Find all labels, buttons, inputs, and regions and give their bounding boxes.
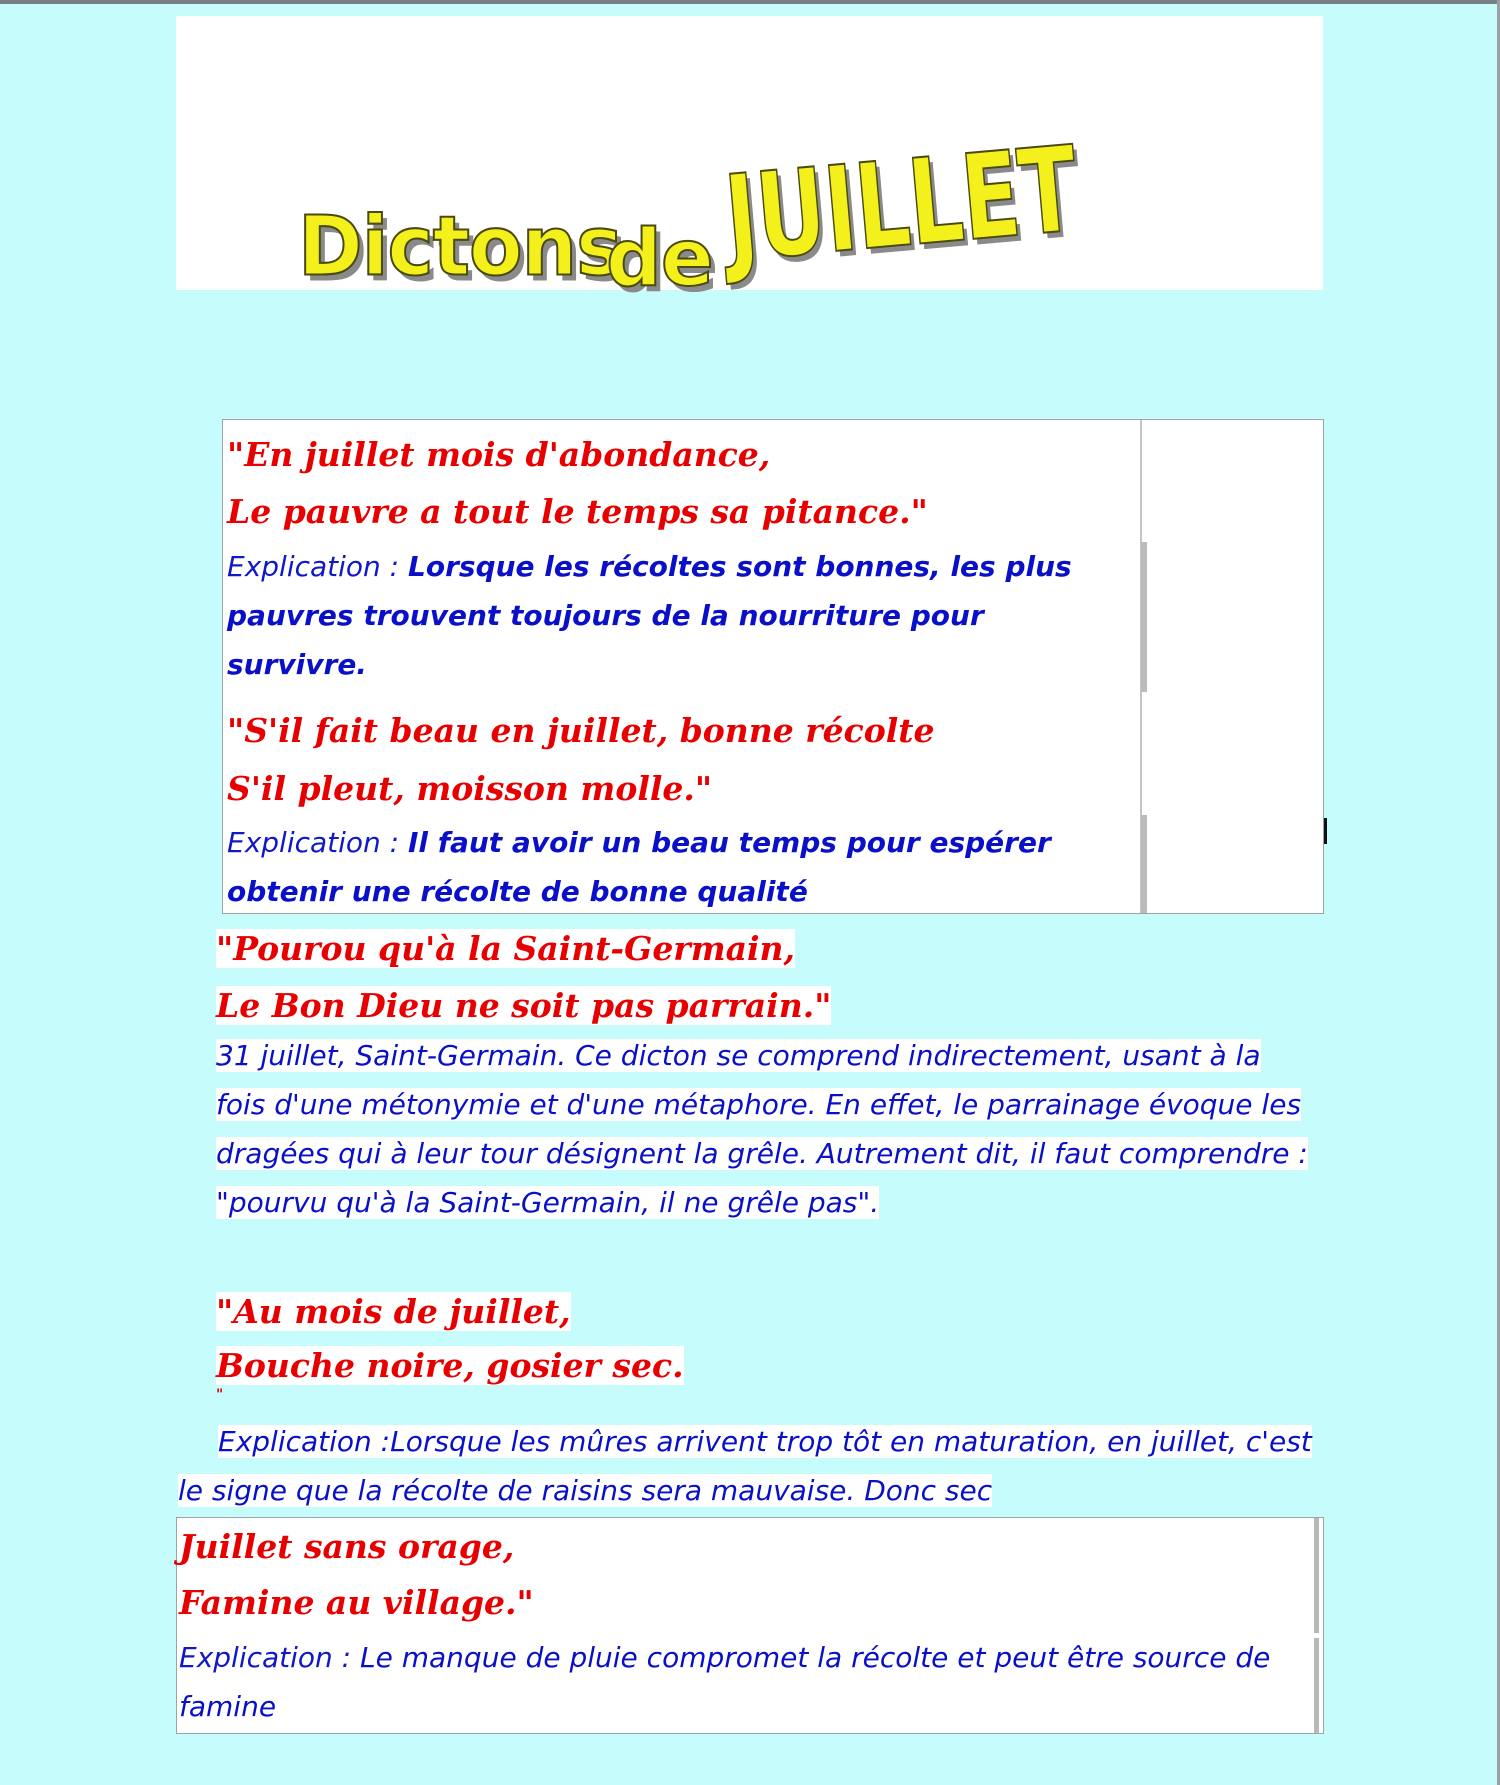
dicton-4-line-1: "Au mois de juillet, xyxy=(216,1292,571,1331)
dicton-3-line-2: Le Bon Dieu ne soit pas parrain." xyxy=(216,986,832,1025)
dictons-table xyxy=(222,419,1324,914)
dicton-3-explanation: 31 juillet, Saint-Germain. Ce dicton se comprend indirectement, usant à la fois d'une métonymie et d'une métaphore. En effet, le parrainage évoque les dragées qui à leur tour désignent la grêle. Autrement dit, il faut comprendre : "pourvu qu'à la Saint-Germain, il ne grêle pas". xyxy=(216,1039,1308,1219)
title-word-dictons: Dictons xyxy=(298,199,622,295)
explanation-text: Le manque de pluie compromet la récolte et peut être source de famine xyxy=(179,1641,1271,1723)
dicton-1-line-2: Le pauvre a tout le temps sa pitance." xyxy=(227,492,928,531)
table-cell-edge xyxy=(1314,1638,1319,1733)
dicton-5-line-1: Juillet sans orage, xyxy=(179,1527,515,1566)
dicton-1-line-1: "En juillet mois d'abondance, xyxy=(227,435,771,474)
dicton-4-closing-quote: " xyxy=(216,1387,224,1403)
page-title xyxy=(290,119,1083,340)
dicton-5-explanation xyxy=(179,1633,1299,1731)
dicton-4-explanation: Explication :Lorsque les mûres arrivent trop tôt en maturation, en juillet, c'est le signe que la récolte de raisins sera mauvaise. Donc sec xyxy=(178,1425,1312,1507)
dicton-2-line-2: S'il pleut, moisson molle." xyxy=(227,769,713,808)
dicton-5-box xyxy=(176,1517,1324,1734)
title-word-de: de xyxy=(606,214,713,304)
explanation-text: Lorsque les récoltes sont bonnes, les plus pauvres trouvent toujours de la nourriture pour survivre. xyxy=(227,550,1072,681)
dicton-2-explanation xyxy=(227,818,1107,916)
dicton-2-line-1: "S'il fait beau en juillet, bonne récolte xyxy=(227,711,935,750)
title-word-juillet: JUILLET xyxy=(719,119,1083,288)
cursor-mark xyxy=(1324,818,1327,844)
explanation-text: Il faut avoir un beau temps pour espérer obtenir une récolte de bonne qualité xyxy=(227,826,1051,908)
explanation-label: Explication : xyxy=(179,1641,361,1674)
explanation-label: Explication : xyxy=(227,550,409,583)
window-top-border xyxy=(0,0,1500,4)
dicton-1-explanation xyxy=(227,542,1132,689)
dicton-3-line-1: "Pourou qu'à la Saint-Germain, xyxy=(216,929,796,968)
table-cell-edge xyxy=(1141,542,1147,692)
table-cell-edge xyxy=(1314,1518,1319,1633)
dicton-5-line-2: Famine au village." xyxy=(179,1583,534,1622)
table-cell-edge xyxy=(1141,815,1147,913)
explanation-label: Explication : xyxy=(227,826,409,859)
dicton-4-line-2: Bouche noire, gosier sec. xyxy=(216,1346,684,1385)
